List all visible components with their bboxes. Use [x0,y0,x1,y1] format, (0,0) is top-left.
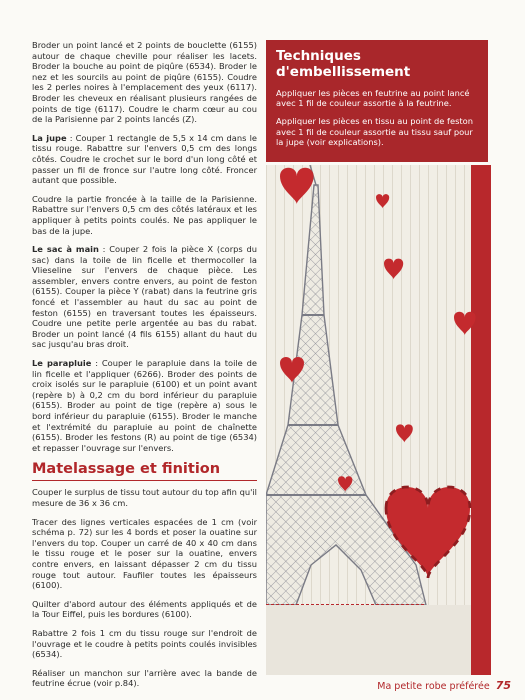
page-number: 75 [495,679,511,692]
text-parapluie: : Couper le parapluie dans la toile de lin ficelle et l'appliquer (6266). Broder des points de croix isolés sur le parapluie (6100) et un point avant (repère b) à 0,2 cm du bord inférieur du parapluie (6155). Broder au point de tige (repère a) sous le bord inférieur du parapluie (6155). Broder le manche et l'extrémité du parapluie au point de chaînette (6155). Broder les festons (R) au point de tige (6534) et repasser l'ouvrage sur l'envers. [32,358,257,453]
techniques-title: Techniques d'embellissement [276,48,411,80]
quilt-photo [266,165,491,675]
section-divider [32,480,257,481]
techniques-tissu: Appliquer les pièces en tissu au point de feston avec 1 fil de couleur assortie au tissu sauf pour la jupe (voir explications). [276,116,473,147]
quilt-illustration [266,165,491,675]
label-sac: Le sac à main [32,244,99,255]
paragraph-rabattre: Rabattre 2 fois 1 cm du tissu rouge sur l'endroit de l'ouvrage et le coudre à petits points coulés invisibles (6534). [32,627,257,660]
paragraph-parapluie [32,358,257,453]
text-sac: : Couper 2 fois la pièce X (corps du sac) dans la toile de lin ficelle et thermocoller la Vlieseline sur l'envers de chaque pièce. Les assembler, envers contre envers, au point de feston (6155). Couper la pièce Y (rabat) dans la feutrine gris foncé et l'assembler au haut du sac au point de feston (6155) en traversant toutes les épaisseurs. Coudre une petite perle argentée au bas du rabat. Broder un point lancé (4 fils 6155) allant du haut du sac jusqu'au bras droit. [32,244,257,350]
paragraph-quilter: Quilter d'abord autour des éléments appliqués et de la Tour Eiffel, puis les bordures (6100). [32,598,257,620]
paragraph-surplus: Couper le surplus de tissu tout autour du top afin qu'il mesure de 36 x 36 cm. [32,487,257,508]
section-heading: Matelassage et finition [32,461,221,478]
paragraph-jupe-finition: Coudre la partie froncée à la taille de la Parisienne. Rabattre sur l'envers 0,5 cm des côtés latéraux et les appliquer à petits points coulés. Ne pas appliquer le bas de la jupe. [32,193,257,236]
paragraph-broderie: Broder un point lancé et 2 points de bouclette (6155) autour de chaque cheville pour réaliser les lacets. Broder la bouche au point de piqûre (6534). Broder le nez et les sourcils au point de piqûre (6155). Coudre les 2 perles noires à l'emplacement des yeux (6117). Broder les cheveux en réalisant plusieurs rangées de points de tige (6117). Coudre le charm cœur au cou de la Parisienne par 2 points lancés (Z). [32,40,257,125]
label-jupe: La jupe [32,132,67,143]
text-jupe: : Couper 1 rectangle de 5,5 x 14 cm dans le tissu rouge. Rabattre sur l'envers 0,5 cm des longs côtés. Coudre le crochet sur le bord d'un long côté et passer un fil de fronce sur l'autre long côté. Froncer autant que possible. [32,132,258,186]
techniques-box [266,40,488,162]
footer-title: Ma petite robe préférée [377,681,490,692]
paragraph-manchon: Réaliser un manchon sur l'arrière avec la bande de feutrine écrue (voir p.84). [32,667,257,689]
page-footer [377,679,511,692]
techniques-feutrine: Appliquer les pièces en feutrine au point lancé avec 1 fil de couleur assortie à la feutrine. [276,88,470,109]
label-parapluie: Le parapluie [32,358,92,369]
paragraph-lignes: Tracer des lignes verticales espacées de 1 cm (voir schéma p. 72) sur les 4 bords et poser la ouatine sur l'envers du top. Couper un carré de 40 x 40 cm dans le tissu rouge et le poser sur la ouatine, envers contre envers, en laissant dépasser 2 cm du tissu rouge tout autour. Faufiler toutes les épaisseurs (6100). [32,516,257,591]
paragraph-jupe [32,133,257,186]
paragraph-sac [32,244,257,350]
instructions-column [32,40,257,697]
